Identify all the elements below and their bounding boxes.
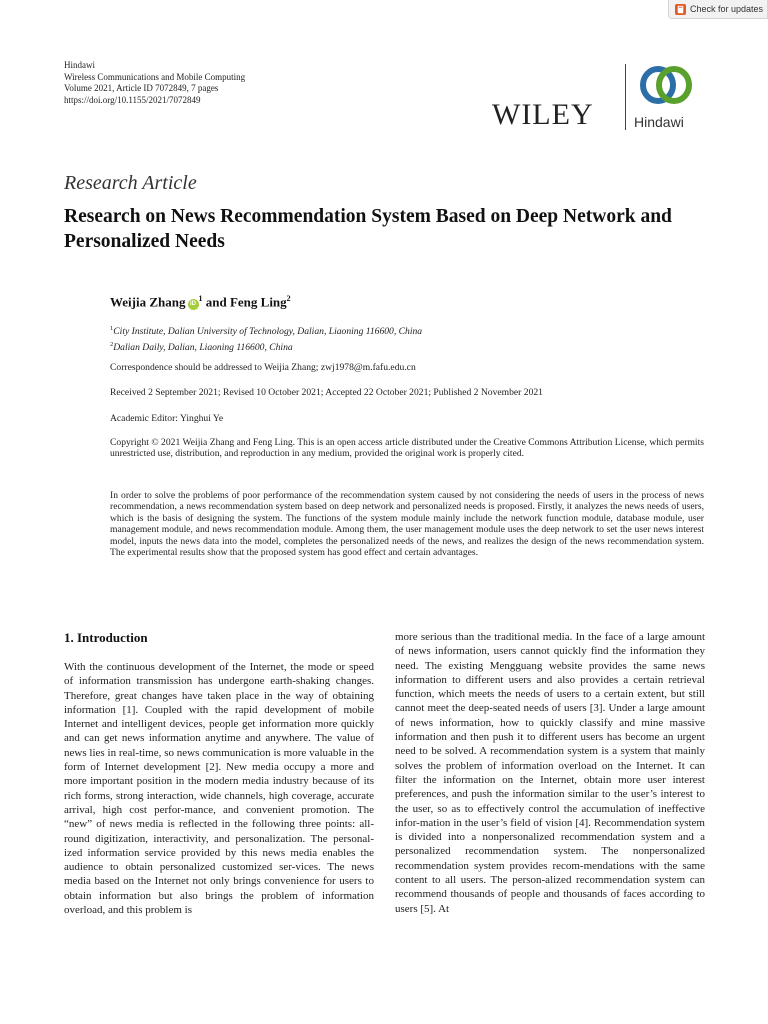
article-type: Research Article — [64, 172, 197, 194]
publication-dates: Received 2 September 2021; Revised 10 October 2021; Accepted 22 October 2021; Published 2 November 2021 — [110, 387, 543, 398]
section-heading-introduction: 1. Introduction — [64, 630, 148, 645]
affiliation-line: $^2$Dalian Daily, Dalian, Liaoning 116600, China — [110, 341, 293, 354]
journal-volume: Volume 2021, Article ID 7072849, 7 pages — [64, 83, 219, 94]
check-updates-label: Check for updates — [690, 4, 764, 14]
logo-divider — [625, 64, 626, 130]
correspondence: Correspondence should be addressed to Weijia Zhang; zwj1978@m.fafu.edu.cn — [110, 362, 416, 373]
affiliations — [110, 322, 422, 354]
journal-doi-link[interactable]: https://doi.org/10.1155/2021/7072849 — [64, 94, 201, 105]
academic-editor: Academic Editor: Yinghui Ye — [110, 413, 224, 424]
affiliation-line: $^1$City Institute, Dalian University of Technology, Dalian, Liaoning 116600, China — [110, 325, 423, 338]
author-name[interactable]: Weijia Zhang — [110, 294, 186, 310]
abstract: In order to solve the problems of poor performance of the recommendation system caused by not considering the needs of users in the process of news recommendation, a news recommendation system based on deep network and personalized needs is proposed. Firstly, it analyzes the news needs of users, which is the basis of designing the system. The functions of the system module mainly include the network function module, database module, user management module, and news recommendation module. Among them, the user management module uses the deep network to set the user news interest model, inputs the news data into the model, completes the personalized needs of the news, and realizes the design of the news recommendation system. The experimental results show that the proposed system has good effect and certain advantages. — [110, 490, 704, 559]
author-affil-ref: 2 — [286, 294, 291, 303]
orcid-icon[interactable]: iD — [188, 299, 199, 310]
author-affil-ref: 1 — [198, 294, 203, 303]
copyright-notice: Copyright © 2021 Weijia Zhang and Feng Ling. This is an open access article distributed under the Creative Commons Attribution License, which permits unrestricted use, distribution, and reproduction in any medium, provided the original work is properly cited. — [110, 437, 704, 460]
journal-name: Wireless Communications and Mobile Computing — [64, 71, 246, 82]
body-text-left-column: With the continuous development of the Internet, the mode or speed of information transmission has undergone earth-shaking changes. Therefore, great changes have taken place in the way of obtaining information [1]. Coupled with the rapid development of mobile Internet and intelligent devices, people get information more quickly and can get news information anytime and anywhere. The value of news lies in real-time, so news communication is more valuable in the form of Internet development [2]. New media occupy a more and more important position in the modern media industry because of its rich forms, strong interaction, wide channels, high coverage, accurate arrival, high cost perfor-mance, and convenient promotion. The “new” of news media is reflected in the following three points: all-round digitization, interactivity, and personalization. The personal-ized information service provided by this news media enables the audience to obtain personalized customized ser-vices. The news media based on the Internet not only brings convenience for users to obtain information but also brings the problem of information overload, and this problem is — [64, 661, 374, 917]
check-for-updates-button[interactable] — [668, 0, 768, 19]
hindawi-rings-icon — [638, 64, 694, 106]
body-text-right-column: more serious than the traditional media. In the face of a large amount of news information, users cannot quickly find the information they need. The existing Mengguang website provides the same news information to different users and also provides a certain retrieval function, which meets the needs of users to a certain extent, but still cannot meet the deep-seated needs of users [3]. Under a large amount of news information, how to quickly classify and mine massive information and then push it to different users has become an urgent need to be solved. A recommendation system is a system that mainly solves the problem of information overload on the Internet. It can filter the information on the Internet, obtain more user interest preferences, and push the information similar to the user’s interest to the user, so as to effectively control the accumulation of ineffective infor-mation in the user’s field of vision [4]. Recommendation system is divided into a nonpersonalized recommendation system and a personalized recommendation system. The nonpersonalized recommendation system provides recom-mendations with the same content to all users. The person-alized recommendation system can recommend thousands of people and thousands of faces according to users [5]. At — [395, 631, 705, 915]
author-name[interactable]: and Feng Ling — [202, 294, 287, 310]
hindawi-logo-text: Hindawi — [634, 114, 684, 130]
publisher-logos — [492, 64, 712, 130]
article-title: Research on News Recommendation System Based on Deep Network and Personalized Needs — [64, 206, 672, 252]
wiley-logo: WILEY — [492, 98, 594, 131]
author-list — [110, 294, 291, 310]
check-updates-icon — [675, 4, 686, 15]
journal-header — [64, 60, 245, 106]
journal-publisher: Hindawi — [64, 60, 95, 70]
